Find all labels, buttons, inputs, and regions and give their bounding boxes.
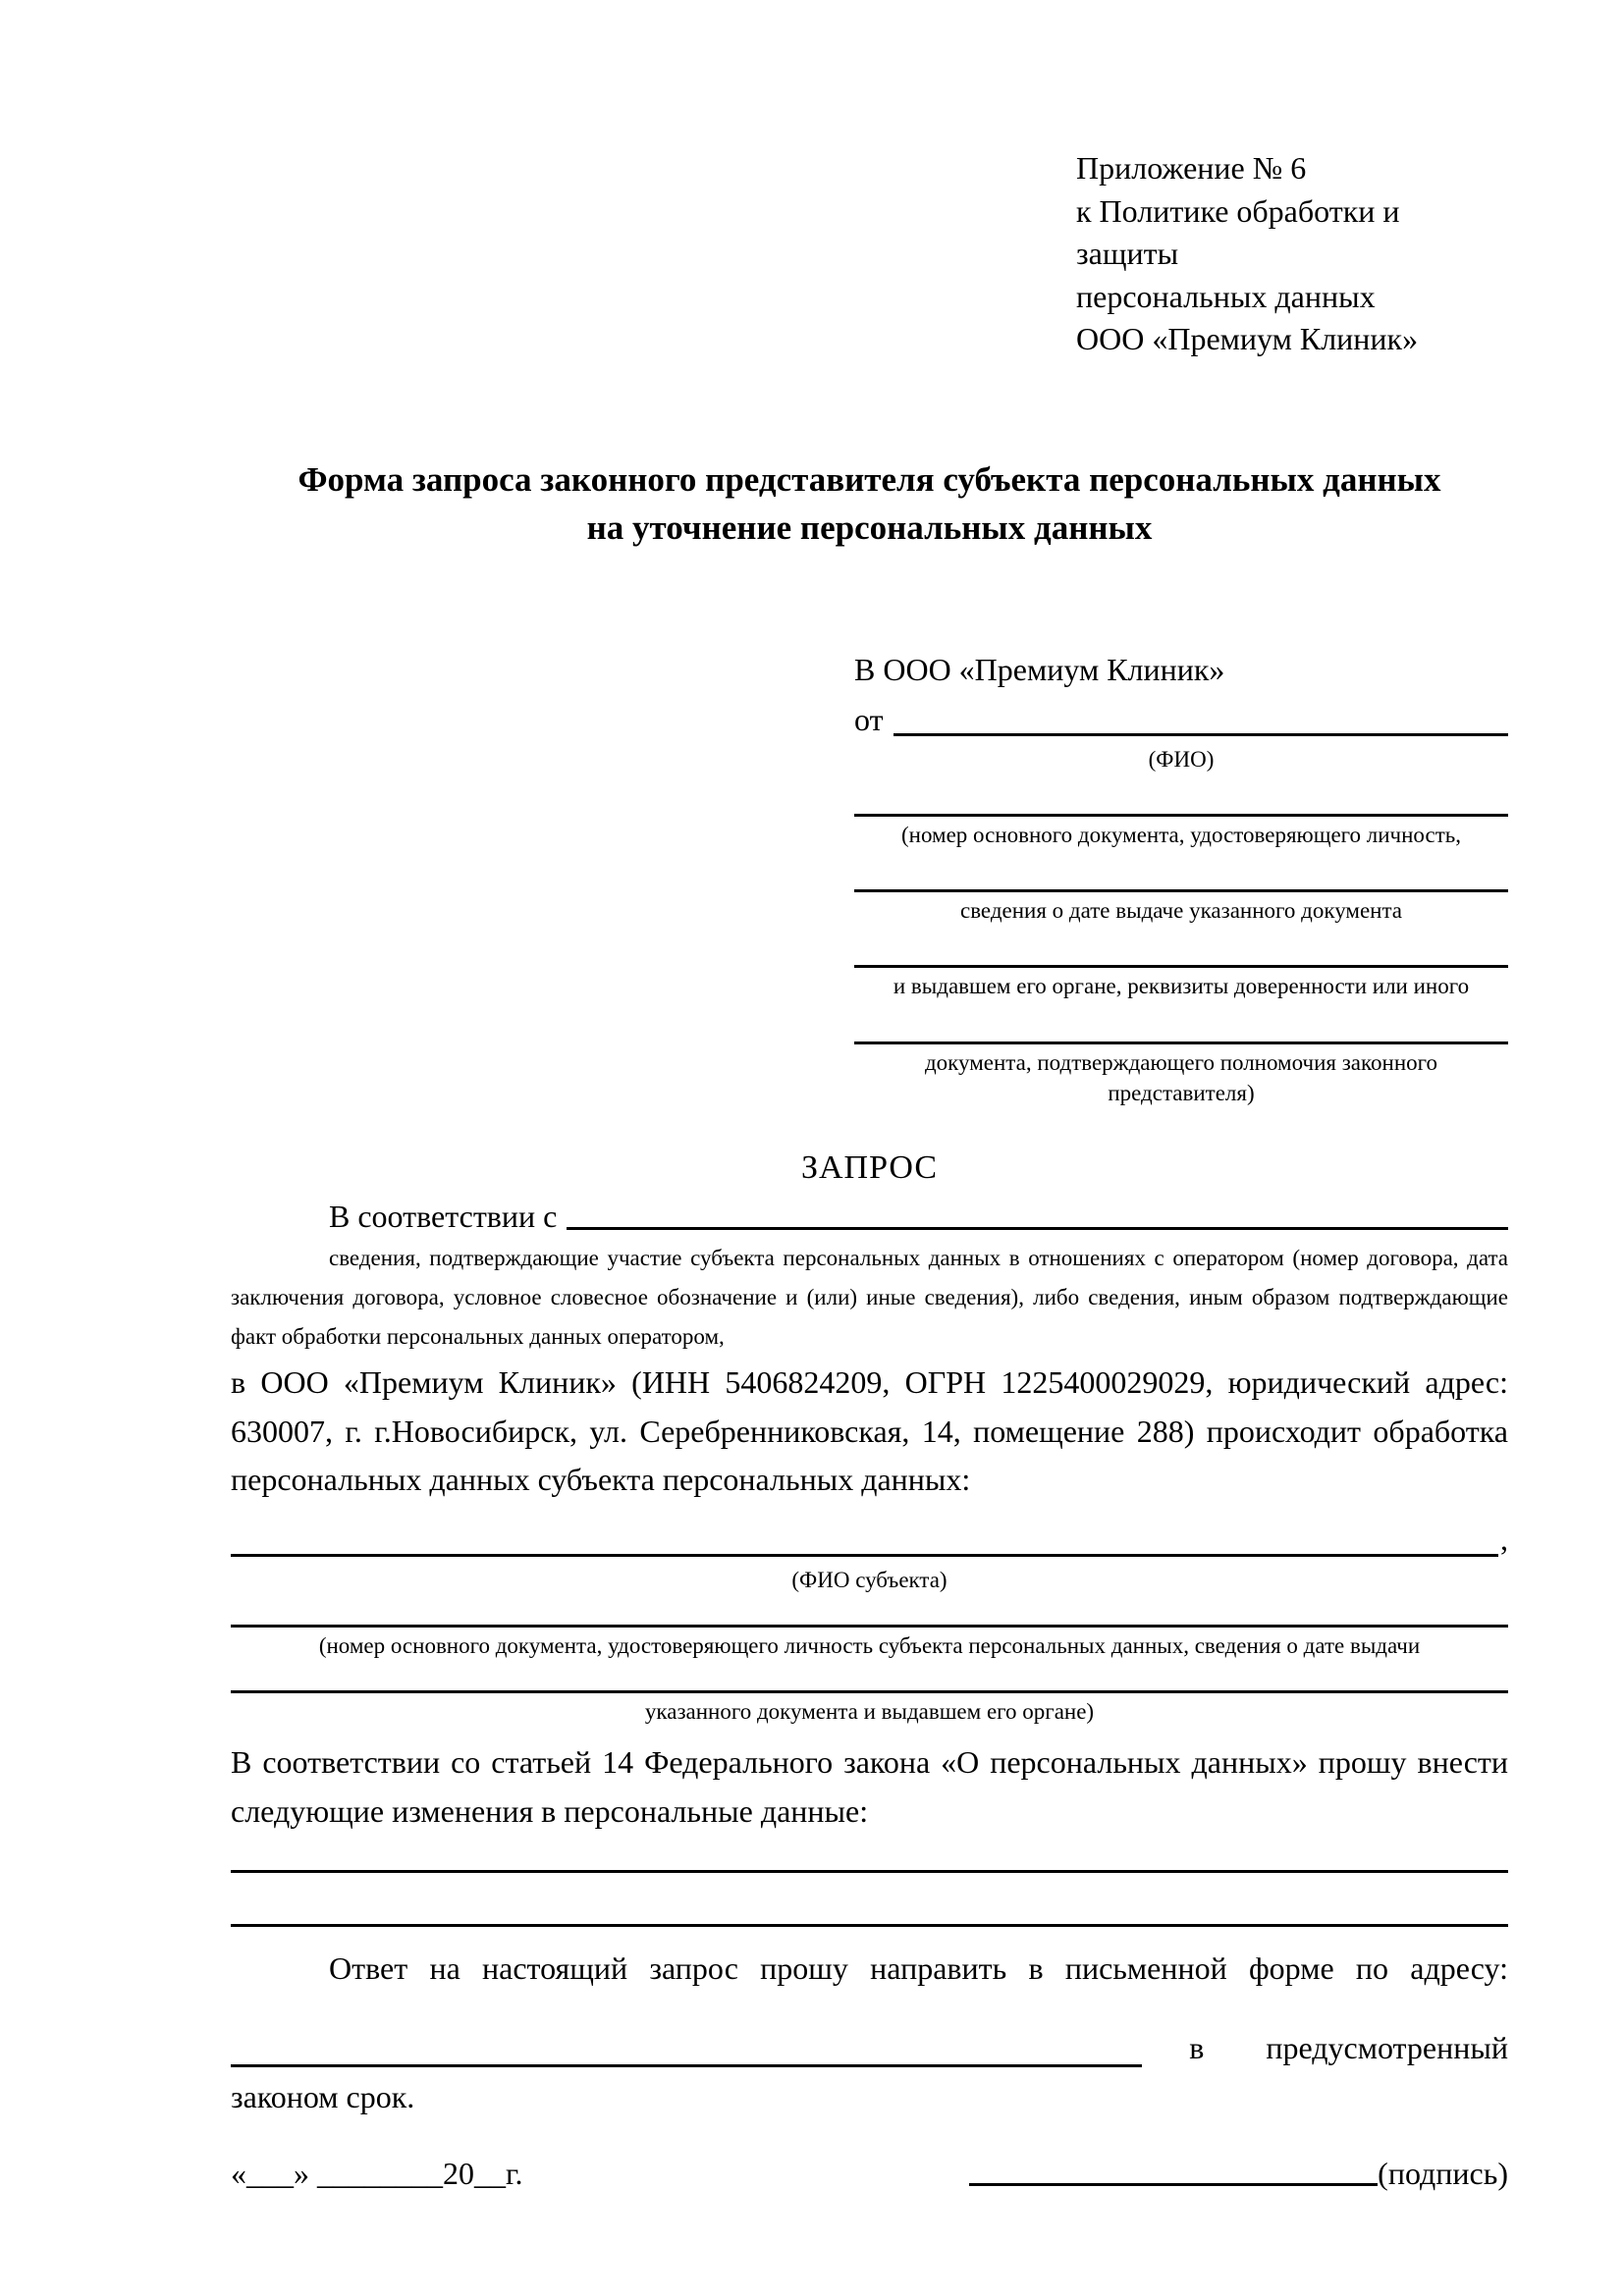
page-title-line1: Форма запроса законного представителя субъекта персональных данных	[298, 459, 1441, 499]
representative-document-caption-1: (номер основного документа, удостоверяющего личность,	[900, 823, 1461, 848]
appendix-header	[1076, 147, 1508, 361]
representative-document-field-2[interactable]	[854, 850, 1508, 892]
subject-name-field[interactable]	[231, 1554, 1498, 1557]
document-content	[231, 147, 1508, 2192]
answer-paragraph-suffix: в предусмотренный	[1189, 2030, 1508, 2066]
appendix-header-line: персональных данных	[1076, 278, 1376, 314]
answer-address-field[interactable]	[231, 2064, 1142, 2067]
intro-label: В соответствии с	[329, 1198, 558, 1234]
appendix-header-line: к Политике обработки и защиты	[1076, 192, 1400, 272]
addressee-organization: В ООО «Премиум Клиник»	[854, 651, 1225, 687]
answer-paragraph-line2	[231, 2024, 1508, 2073]
fio-caption: (ФИО)	[1148, 747, 1215, 773]
representative-document-field-1[interactable]	[854, 774, 1508, 817]
subject-name-row	[231, 1519, 1508, 1561]
signature-group	[969, 2156, 1508, 2192]
date-field[interactable]: «___» ________20__г.	[231, 2156, 523, 2192]
law-paragraph: В соответствии со статьей 14 Федерального закона «О персональных данных» прошу внести следующие изменения в персональные данные:	[231, 1743, 1508, 1829]
intro-row	[231, 1199, 1508, 1235]
representative-document-field-4[interactable]	[854, 1002, 1508, 1044]
from-row	[854, 699, 1508, 741]
page-title-line2: на уточнение персональных данных	[586, 508, 1153, 548]
from-label: от	[854, 702, 884, 738]
answer-paragraph-line1: Ответ на настоящий запрос прошу направить в письменной форме по адресу:	[329, 1949, 1508, 1986]
request-heading: ЗАПРОС	[800, 1148, 939, 1186]
subject-document-caption-2: указанного документа и выдавшем его органе)	[644, 1698, 1095, 1724]
changes-field-1[interactable]	[231, 1837, 1508, 1873]
footer-row	[231, 2156, 1508, 2192]
subject-document-field-2[interactable]	[231, 1661, 1508, 1693]
representative-document-field-3[interactable]	[854, 926, 1508, 968]
subject-fio-caption: (ФИО субъекта)	[791, 1567, 947, 1592]
relation-proof-caption: сведения, подтверждающие участие субъекта персональных данных в отношениях с оператором (номер договора, дата заключения договора, условное словесное обозначение и (или) иные сведения), либо сведения, иным образом подтверждающие факт обработки персональных данных оператором,	[231, 1245, 1508, 1349]
addressee-block	[854, 649, 1508, 1108]
page-title	[231, 455, 1508, 553]
representative-document-caption-4: документа, подтверждающего полномочия законного представителя)	[924, 1049, 1437, 1105]
signature-field[interactable]	[969, 2183, 1378, 2186]
subject-document-field-1[interactable]	[231, 1595, 1508, 1628]
subject-document-caption-1: (номер основного документа, удостоверяющего личность субъекта персональных данных, сведения о дате выдачи	[318, 1632, 1421, 1658]
relation-proof-field[interactable]	[567, 1227, 1508, 1230]
answer-paragraph-line3: законом срок.	[231, 2079, 415, 2115]
representative-name-field[interactable]	[893, 733, 1508, 736]
representative-document-caption-2: сведения о дате выдаче указанного документа	[959, 898, 1403, 924]
operator-paragraph: в ООО «Премиум Клиник» (ИНН 5406824209, ОГРН 1225400029029, юридический адрес: 630007, г. г.Новосибирск, ул. Серебренниковская, 14, помещение 288) происходит обработка персональных данных субъекта персональных данных:	[231, 1363, 1508, 1498]
signature-caption: (подпись)	[1378, 2156, 1508, 2192]
representative-document-caption-3: и выдавшем его органе, реквизиты доверенности или иного	[893, 974, 1470, 999]
changes-field-2[interactable]	[231, 1873, 1508, 1927]
subject-name-comma: ,	[1500, 1522, 1508, 1558]
appendix-header-line: ООО «Премиум Клиник»	[1076, 321, 1419, 357]
appendix-header-line: Приложение № 6	[1076, 150, 1307, 186]
